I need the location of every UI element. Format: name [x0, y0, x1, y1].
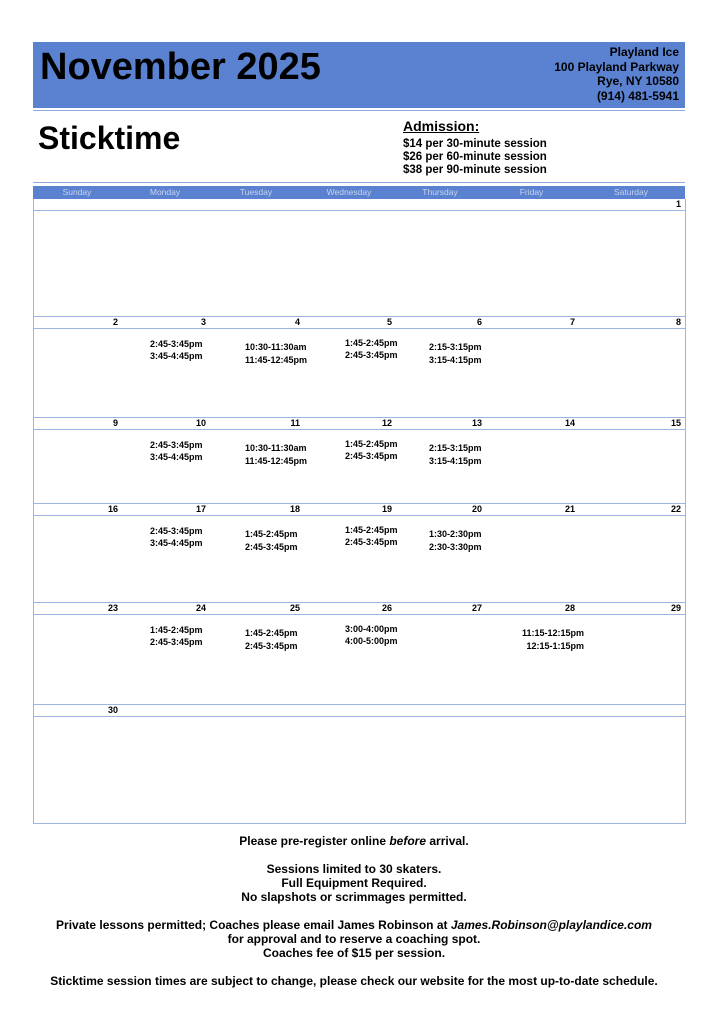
day-number: 22 [670, 504, 681, 514]
weekday-header-bar [33, 186, 685, 199]
day-number: 23 [107, 603, 118, 613]
session-times [150, 625, 203, 648]
session-times [429, 342, 482, 367]
weekday-saturday: Saturday [613, 187, 649, 197]
day-number-band [34, 602, 685, 615]
session-times [345, 525, 398, 548]
session-slot: 1:45-2:45pm [245, 529, 298, 539]
weekday-monday: Monday [149, 187, 181, 197]
price-60-min: $26 per 60-minute session [403, 151, 547, 163]
day-number: 9 [112, 418, 118, 428]
session-slot: 2:15-3:15pm [429, 443, 482, 453]
session-slot: 1:45-2:45pm [345, 338, 398, 348]
day-number: 28 [564, 603, 575, 613]
day-number: 14 [564, 418, 575, 428]
session-slot: 1:45-2:45pm [345, 439, 398, 449]
day-number: 10 [195, 418, 206, 428]
admission-prices [403, 138, 547, 177]
session-slot: 3:45-4:45pm [150, 451, 203, 462]
day-number: 2 [112, 317, 118, 327]
day-number: 19 [381, 504, 392, 514]
session-slot: 2:45-3:45pm [245, 640, 298, 651]
day-number: 27 [471, 603, 482, 613]
day-number: 29 [670, 603, 681, 613]
weekday-tuesday: Tuesday [239, 187, 273, 197]
session-slot: 2:45-3:45pm [245, 541, 298, 552]
day-number-band [34, 503, 685, 516]
footer-notes [0, 834, 708, 988]
venue-name: Playland Ice [609, 45, 679, 59]
session-slot: 2:45-3:45pm [345, 349, 398, 360]
session-slot: 11:15-12:15pm [521, 628, 584, 638]
day-number-band [34, 316, 685, 329]
day-number: 20 [471, 504, 482, 514]
session-times [345, 439, 398, 462]
venue-street: 100 Playland Parkway [554, 59, 679, 74]
coach-email-link[interactable]: James.Robinson@playlandice.com [450, 918, 652, 932]
equipment-note: Full Equipment Required. [281, 876, 427, 890]
program-info [33, 113, 685, 183]
session-slot: 3:45-4:45pm [150, 350, 203, 361]
session-times [245, 342, 307, 367]
price-30-min: $14 per 30-minute session [403, 138, 547, 150]
session-times [245, 529, 298, 554]
session-slot: 1:45-2:45pm [245, 628, 298, 638]
session-slot: 2:30-3:30pm [429, 541, 482, 552]
weekday-sunday: Sunday [62, 187, 92, 197]
calendar-grid [33, 199, 686, 824]
day-number-band [34, 417, 685, 430]
day-number: 11 [290, 418, 300, 428]
day-number: 17 [195, 504, 206, 514]
session-slot: 2:45-3:45pm [150, 636, 203, 647]
day-number: 7 [569, 317, 575, 327]
session-slot: 2:45-3:45pm [150, 440, 203, 450]
month-header-bar [33, 42, 685, 108]
day-number: 8 [675, 317, 681, 327]
session-slot: 3:00-4:00pm [345, 624, 398, 634]
day-number-band [34, 704, 685, 717]
day-number: 16 [107, 504, 118, 514]
session-slot: 1:45-2:45pm [345, 525, 398, 535]
session-times [245, 628, 298, 653]
private-lessons-note: Private lessons permitted; Coaches please email James Robinson at James.Robinson@playlandice.com [56, 918, 652, 932]
session-times [516, 628, 584, 653]
session-times [245, 443, 307, 468]
session-slot: 2:15-3:15pm [429, 342, 482, 352]
session-times [345, 338, 398, 361]
session-slot: 2:45-3:45pm [150, 339, 203, 349]
divider [33, 182, 685, 183]
day-number: 24 [195, 603, 206, 613]
price-90-min: $38 per 90-minute session [403, 164, 547, 176]
day-number: 13 [471, 418, 482, 428]
day-number: 18 [289, 504, 300, 514]
session-slot: 2:45-3:45pm [345, 450, 398, 461]
program-title: Sticktime [38, 120, 181, 156]
weekday-thursday: Thursday [422, 187, 458, 197]
preregister-note: Please pre-register online before arrival. [239, 834, 469, 848]
approval-note: for approval and to reserve a coaching spot. [227, 932, 481, 946]
day-number-band [34, 199, 685, 211]
venue-phone: (914) 481-5941 [596, 88, 679, 103]
session-limit-note: Sessions limited to 30 skaters. [266, 862, 442, 876]
session-times [429, 529, 482, 554]
admission-heading: Admission: [403, 118, 480, 134]
weekday-friday: Friday [519, 187, 544, 197]
day-number: 21 [564, 504, 575, 514]
admission-block [403, 118, 547, 177]
session-slot: 10:30-11:30am [245, 443, 307, 453]
session-slot: 2:45-3:45pm [345, 536, 398, 547]
session-slot: 2:45-3:45pm [150, 526, 203, 536]
schedule-change-note: Sticktime session times are subject to change, please check our website for the most up-to-date schedule. [50, 974, 658, 988]
session-slot: 1:45-2:45pm [150, 625, 203, 635]
day-number: 6 [476, 317, 482, 327]
venue-address-block [554, 45, 679, 103]
session-slot: 10:30-11:30am [245, 342, 307, 352]
session-slot: 3:45-4:45pm [150, 537, 203, 548]
session-times [150, 339, 203, 362]
session-slot: 3:15-4:15pm [429, 354, 482, 365]
day-number: 26 [381, 603, 392, 613]
day-number: 15 [670, 418, 681, 428]
session-slot: 12:15-1:15pm [526, 640, 584, 651]
session-slot: 4:00-5:00pm [345, 635, 398, 646]
coach-fee-note: Coaches fee of $15 per session. [262, 946, 446, 960]
session-slot: 11:45-12:45pm [245, 455, 308, 466]
day-number: 1 [675, 199, 681, 209]
session-slot: 11:45-12:45pm [245, 354, 308, 365]
day-number: 5 [386, 317, 392, 327]
session-times [345, 624, 398, 647]
session-times [150, 440, 203, 463]
day-number: 12 [381, 418, 392, 428]
weekday-wednesday: Wednesday [326, 187, 372, 197]
session-slot: 1:30-2:30pm [429, 529, 482, 539]
session-times [150, 526, 203, 549]
day-number: 25 [289, 603, 300, 613]
session-slot: 3:15-4:15pm [429, 455, 482, 466]
month-title: November 2025 [40, 46, 321, 88]
session-times [429, 443, 482, 468]
slapshot-note: No slapshots or scrimmages permitted. [241, 890, 467, 904]
day-number: 4 [294, 317, 300, 327]
day-number: 3 [200, 317, 206, 327]
divider [33, 110, 685, 111]
venue-city: Rye, NY 10580 [597, 74, 679, 88]
day-number: 30 [107, 705, 118, 715]
